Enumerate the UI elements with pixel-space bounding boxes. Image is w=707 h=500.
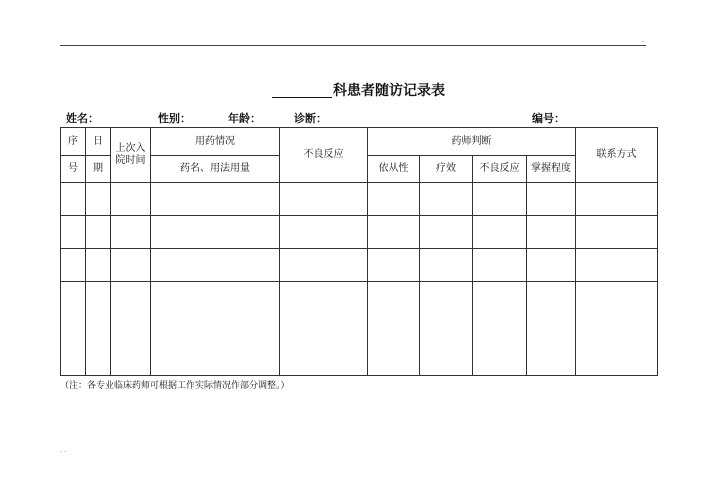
form-title xyxy=(272,80,445,100)
age-field-label: 年龄： xyxy=(228,112,261,125)
foot-mark: . . xyxy=(60,447,66,454)
department-blank xyxy=(272,84,332,98)
last-admission-header: 上次入院时间 xyxy=(111,128,151,183)
form-title-text: 科患者随访记录表 xyxy=(333,83,445,99)
number-field-label: 编号： xyxy=(532,112,565,125)
table-row xyxy=(61,183,658,216)
table-row xyxy=(61,282,658,376)
adverse-reaction-header: 不良反应 xyxy=(280,128,368,183)
date-header-top: 日 xyxy=(86,128,111,156)
header-rule xyxy=(60,45,646,46)
medication-header: 用药情况 xyxy=(151,128,280,156)
contact-header: 联系方式 xyxy=(576,128,658,183)
date-header-bottom: 期 xyxy=(86,156,111,183)
table-row xyxy=(61,216,658,249)
name-field-label: 姓名： xyxy=(66,112,99,125)
corner-mark: .. xyxy=(641,37,645,44)
seq-header-top: 序 xyxy=(61,128,86,156)
footnote: （注：各专业临床药师可根据工作实际情况作部分调整。） xyxy=(60,381,290,391)
table-row xyxy=(61,249,658,282)
adverse-sub-header: 不良反应 xyxy=(473,156,527,183)
follow-up-record-table xyxy=(60,127,658,376)
mastery-header: 掌握程度 xyxy=(527,156,576,183)
seq-header-bottom: 号 xyxy=(61,156,86,183)
pharmacist-judgment-header: 药师判断 xyxy=(368,128,576,156)
compliance-header: 依从性 xyxy=(368,156,420,183)
efficacy-header: 疗效 xyxy=(420,156,473,183)
diagnosis-field-label: 诊断： xyxy=(294,112,327,125)
gender-field-label: 性别： xyxy=(158,112,191,125)
drug-dosage-header: 药名、用法用量 xyxy=(151,156,280,183)
